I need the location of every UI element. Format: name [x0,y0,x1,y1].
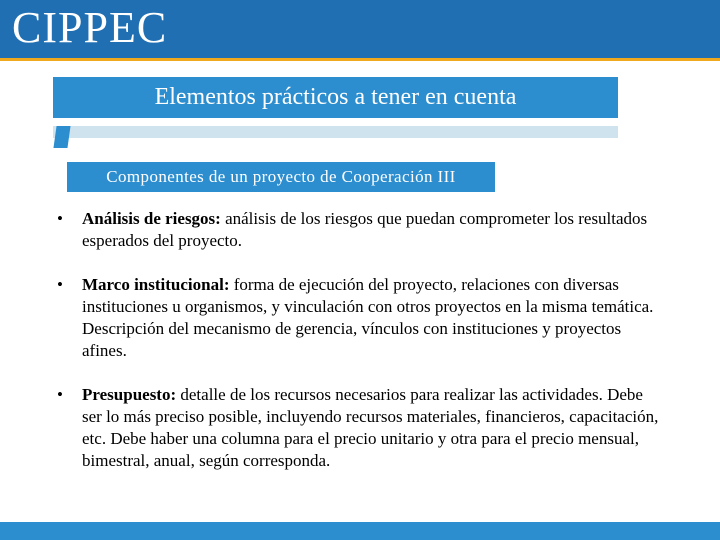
bullet-dot-icon: • [57,275,63,294]
bullet-text: forma de ejecución del proyecto, relaciones con diversas instituciones u organismos, y vinculación con otros proyectos en la misma temática. Descripción del mecanismo de gerencia, vínculos con instituciones y proyectos afines. [82,275,654,360]
bullet-item-riesgos [55,208,665,252]
bullet-item-presupuesto [55,384,665,472]
footer-band [0,522,720,540]
header-rule [0,58,720,61]
slide-title: Elementos prácticos a tener en cuenta [53,77,618,118]
accent-stripe [53,126,618,138]
bullet-item-marco [55,274,665,362]
bullet-dot-icon: • [57,385,63,404]
accent-tab [53,126,70,148]
slide-subtitle: Componentes de un proyecto de Cooperación III [67,162,495,192]
bullet-dot-icon: • [57,209,63,228]
bullet-term: Marco institucional: [82,275,230,294]
bullet-list [55,208,665,472]
bullet-text: análisis de los riesgos que puedan comprometer los resultados esperados del proyecto. [82,209,648,250]
bullet-text: detalle de los recursos necesarios para realizar las actividades. Debe ser lo más preciso posible, incluyendo recursos materiales, financieros, capacitación, etc. Debe haber una columna para el precio unitario y otra para el precio mensual, bimestral, anual, según corresponda. [82,385,659,470]
cippec-logo: CIPPEC [12,3,168,52]
bullet-term: Presupuesto: [82,385,177,404]
bullet-term: Análisis de riesgos: [82,209,221,228]
